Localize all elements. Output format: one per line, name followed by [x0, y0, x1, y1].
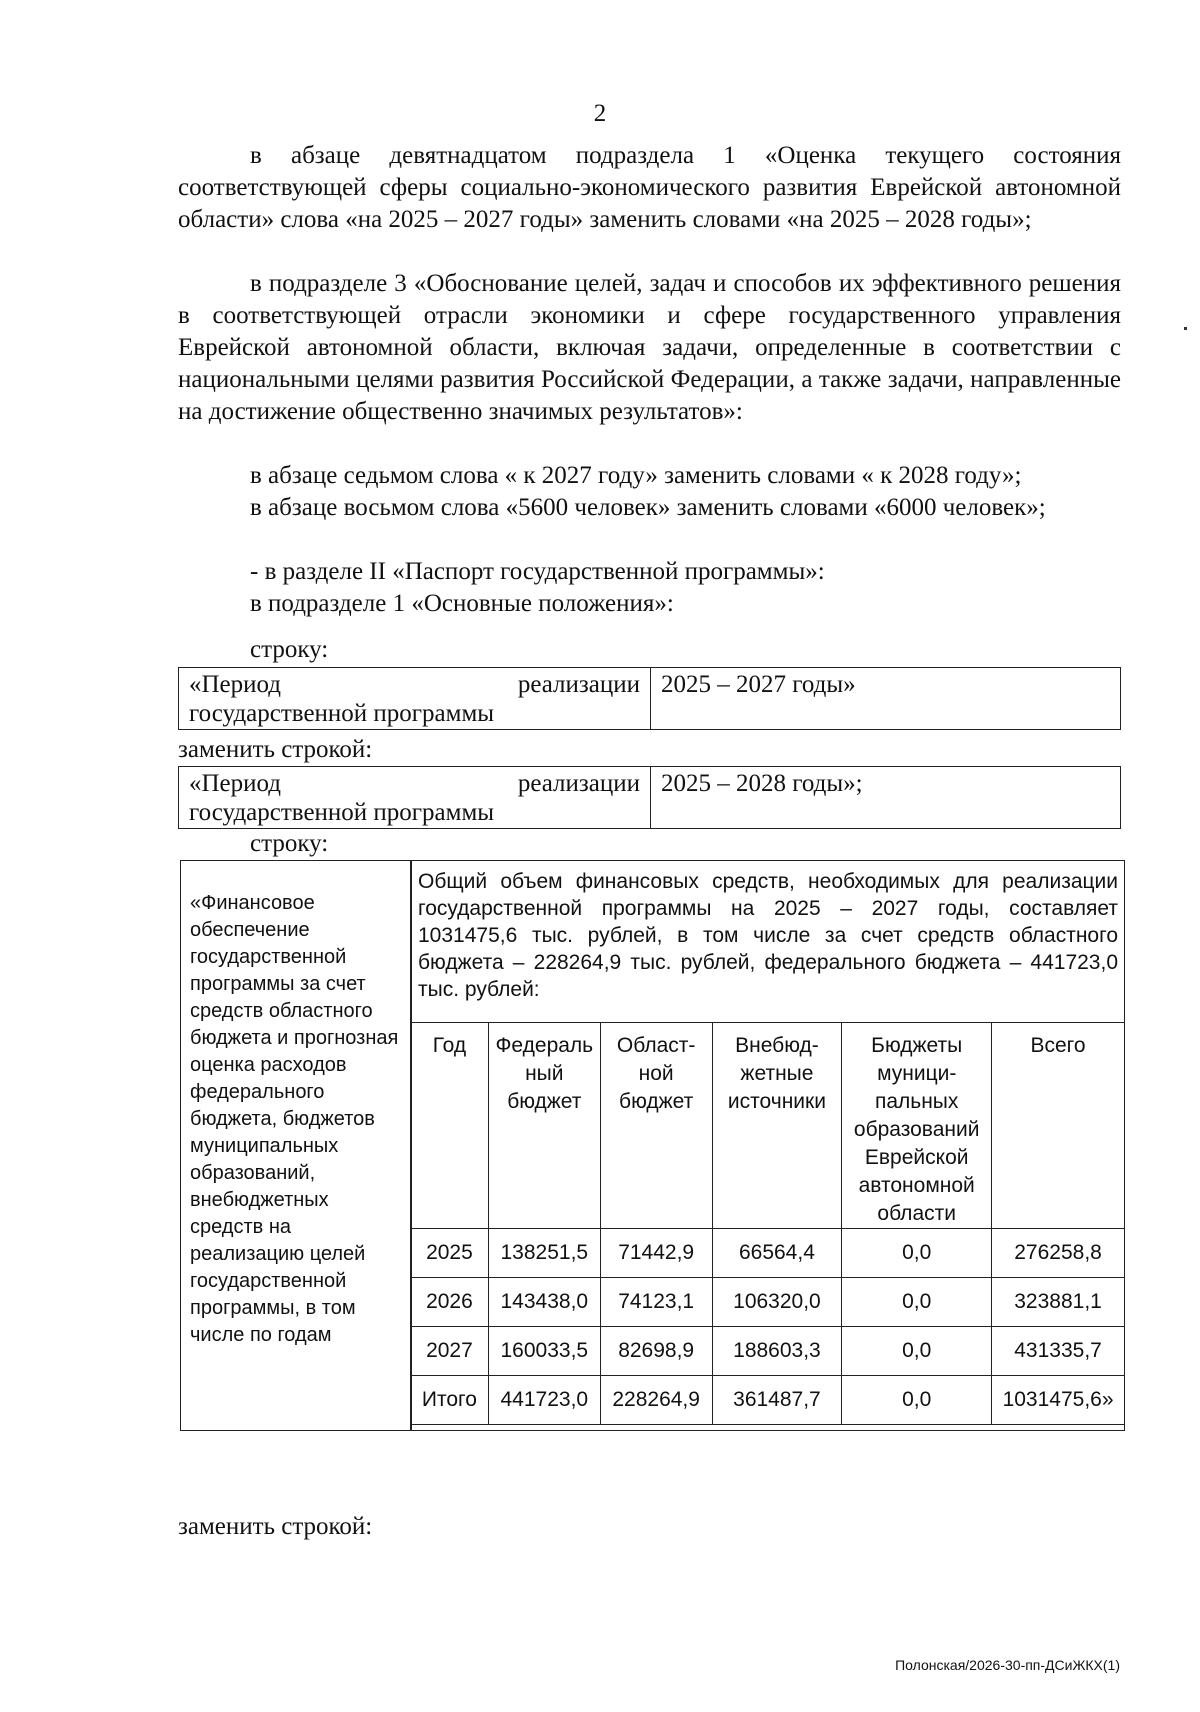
cell: 0,0 [842, 1278, 992, 1327]
cell: 0,0 [842, 1376, 992, 1425]
finance-total-text: Общий объем финансовых средств, необходимых для реализации государственной программы на 2025 – 2027 годы, составляет 1031475,6 тыс. рублей, в том числе за счет средств областного бюджета – 228264,9 тыс. рублей, федерального бюджета – 441723,0 тыс. рублей: [418, 870, 1118, 1001]
footer-reference: Полонская/2026-30-пп-ДСиЖКХ(1) [895, 1657, 1120, 1673]
zamenit-1-text: заменить строкой: [178, 736, 373, 763]
cell: 2027 [411, 1327, 489, 1376]
cell: 143438,0 [488, 1278, 600, 1327]
paragraph-6-text: в подразделе 1 «Основные положения»: [250, 590, 674, 617]
stroku-1-text: строку: [250, 636, 329, 663]
cell: 2026 [411, 1278, 489, 1327]
period-new-label-c: государственной программы [189, 799, 495, 826]
cell: 160033,5 [488, 1327, 600, 1376]
cell: 71442,9 [600, 1229, 712, 1278]
col-header-municipal: Бюджеты муници- пальных образований Еврейской автономной области [842, 1023, 992, 1229]
cell: 2025 [411, 1229, 489, 1278]
period-new-label-b: реализации [517, 770, 640, 797]
cell: 228264,9 [600, 1376, 712, 1425]
col-header-extrabudget: Внебюд- жетные источники [712, 1023, 842, 1229]
paragraph-4 [178, 492, 1121, 524]
finance-year-table [410, 1022, 1125, 1425]
zamenit-label-2: заменить строкой: [178, 1513, 373, 1540]
period-old-label-b: реализации [517, 671, 640, 698]
col-header-total: Всего [992, 1023, 1125, 1229]
stroku-label-1 [178, 634, 1121, 666]
period-old-label-c: государственной программы [189, 700, 495, 727]
paragraph-5-text: - в разделе II «Паспорт государственной программы»: [250, 558, 825, 585]
paragraph-2 [178, 268, 1121, 428]
period-new-label-cell [179, 767, 651, 829]
cell: 0,0 [842, 1229, 992, 1278]
col-header-regional: Област- ной бюджет [600, 1023, 712, 1229]
period-new-label-a: «Период [189, 770, 282, 797]
cell: 66564,4 [712, 1229, 842, 1278]
stroku-2-text: строку: [250, 830, 329, 857]
cell: 276258,8 [992, 1229, 1125, 1278]
cell: 82698,9 [600, 1327, 712, 1376]
cell: 106320,0 [712, 1278, 842, 1327]
period-new-table [178, 766, 1121, 829]
table-row [411, 1229, 1125, 1278]
col-header-year: Год [411, 1023, 489, 1229]
paragraph-6 [178, 588, 1121, 620]
cell: 431335,7 [992, 1327, 1125, 1376]
table-row [179, 668, 1121, 730]
finance-left-label: «Финансовое обеспечение государственной программы за счет средств областного бюджета и прогнозная оценка расходов федерального бюджета, бюджетов муниципальных образований, внебюджетных средств на реализацию целей государственной программы, в том числе по годам [190, 892, 399, 1346]
table-row [411, 1327, 1125, 1376]
paragraph-5 [178, 556, 1121, 588]
cell: Итого [411, 1376, 489, 1425]
stroku-label-2 [178, 828, 1121, 860]
period-old-label-a: «Период [189, 671, 282, 698]
table-row [411, 1278, 1125, 1327]
paragraph-3-text: в абзаце седьмом слова « к 2027 году» заменить словами « к 2028 году»; [250, 462, 1022, 489]
paragraph-4-text: в абзаце восьмом слова «5600 человек» заменить словами «6000 человек»; [250, 494, 1046, 521]
table-row [179, 767, 1121, 829]
zamenit-label-1 [178, 734, 1121, 766]
paragraph-1 [178, 140, 1121, 236]
cell: 138251,5 [488, 1229, 600, 1278]
period-old-label-cell [179, 668, 651, 730]
cell: 323881,1 [992, 1278, 1125, 1327]
cell: 1031475,6» [992, 1376, 1125, 1425]
paragraph-2-text: в подразделе 3 «Обоснование целей, задач и способов их эффективного решения в соответствующей отрасли экономики и сфере государственного управления Еврейской автономной области, включая задачи, определенные в соответствии с национальными целями развития Российской Федерации, а также задачи, направленные на достижение общественно значимых результатов»: [178, 270, 1121, 425]
table-row-total [411, 1376, 1125, 1425]
period-new-value: 2025 – 2028 годы»; [651, 767, 1121, 829]
paragraph-3 [178, 460, 1121, 492]
period-old-value: 2025 – 2027 годы» [651, 668, 1121, 730]
col-header-federal: Федераль ный бюджет [488, 1023, 600, 1229]
cell: 0,0 [842, 1327, 992, 1376]
cell: 361487,7 [712, 1376, 842, 1425]
scan-mark [1184, 327, 1187, 330]
cell: 441723,0 [488, 1376, 600, 1425]
paragraph-1-text: в абзаце девятнадцатом подраздела 1 «Оценка текущего состояния соответствующей сферы социально-экономического развития Еврейской автономной области» слова «на 2025 – 2027 годы» заменить словами «на 2025 – 2028 годы»; [178, 142, 1121, 233]
cell: 188603,3 [712, 1327, 842, 1376]
period-old-table [178, 667, 1121, 730]
page-number: 2 [593, 100, 607, 127]
table-header-row [411, 1023, 1125, 1229]
cell: 74123,1 [600, 1278, 712, 1327]
